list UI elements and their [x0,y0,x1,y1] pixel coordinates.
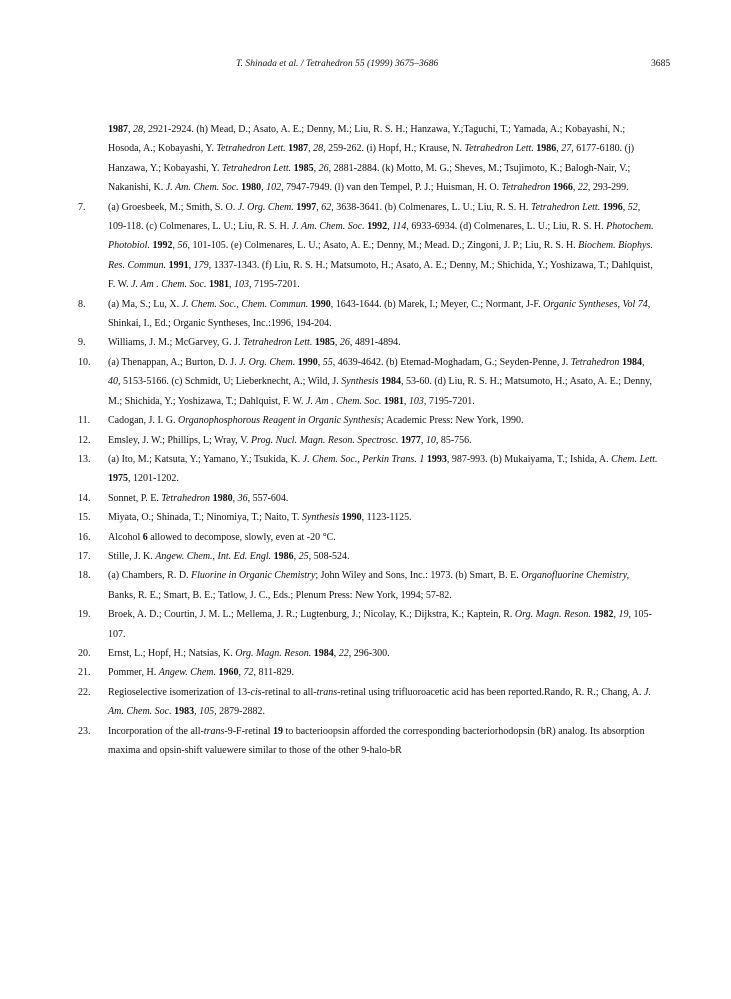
reference-number: 7. [78,201,86,213]
reference-item [78,353,658,411]
reference-item [78,528,658,547]
reference-number: 22. [78,686,91,698]
reference-number: 15. [78,512,91,524]
reference-number: 8. [78,298,86,310]
reference-text: Cadogan, J. I. G. Organophosphorous Reagent in Organic Synthesis; Academic Press: New York, 1990. [108,415,524,427]
reference-item [78,431,658,450]
reference-number: 14. [78,492,91,504]
reference-item [78,547,658,566]
reference-item [78,333,658,352]
reference-item [78,198,658,295]
reference-text: (a) Ma, S.; Lu, X. J. Chem. Soc., Chem. Commun. 1990, 1643-1644. (b) Marek, I.; Meyer, C.; Normant, J-F. Organic Syntheses, Vol 74, Shinkai, I., Ed.; Organic Syntheses, Inc.:1996, 194-204. [108,298,651,330]
reference-item [78,644,658,663]
reference-item [78,683,658,722]
running-head: T. Shinada et al. / Tetrahedron 55 (1999) 3675–3686 [236,58,439,69]
reference-list [78,120,658,760]
reference-text: Alcohol 6 allowed to decompose, slowly, even at -20 °C. [108,531,336,543]
reference-text: (a) Ito, M.; Katsuta, Y.; Yamano, Y.; Tsukida, K. J. Chem. Soc., Perkin Trans. 1 1993, 987-993. (b) Mukaiyama, T.; Ishida, A. Chem. Lett. 1975, 1201-1202. [108,453,658,485]
reference-text: 1987, 28, 2921-2924. (h) Mead, D.; Asato, A. E.; Denny, M.; Liu, R. S. H.; Hanzawa, Y.;Taguchi, T.; Yamada, A.; Kobayashi, N.; Hosoda, A.; Kobayashi, Y. Tetrahedron Lett. 1987, 28, 259-262. (i) Hopf, H.; Krause, N. Tetrahedron Lett. 1986, 27, 6177-6180. (j) Hanzawa, Y.; Kobayashi, Y. Tetrahedron Lett. 1985, 26, 2881-2884. (k) Motto, M. G.; Sheves, M.; Tsujimoto, K.; Balogh-Nair, V.; Nakanishi, K. J. Am. Chem. Soc. 1980, 102, 7947-7949. (l) van den Tempel, P. J.; Huisman, H. O. Tetrahedron 1966, 22, 293-299. [108,124,635,194]
reference-text: Sonnet, P. E. Tetrahedron 1980, 36, 557-604. [108,492,289,504]
reference-number: 16. [78,531,91,543]
reference-item [78,489,658,508]
reference-number: 23. [78,725,91,737]
reference-text: Broek, A. D.; Courtin, J. M. L.; Mellema, J. R.; Lugtenburg, J.; Nicolay, K.; Dijkstra, K.; Kaptein, R. Org. Magn. Reson. 1982, 19, 105-107. [108,609,652,640]
reference-number: 20. [78,647,91,659]
reference-item [78,663,658,682]
reference-text: Miyata, O.; Shinada, T.; Ninomiya, T.; Naito, T. Synthesis 1990, 1123-1125. [108,512,412,524]
reference-item [78,295,658,334]
reference-text: Williams, J. M.; McGarvey, G. J. Tetrahedron Lett. 1985, 26, 4891-4894. [108,337,401,349]
reference-number: 9. [78,337,86,349]
reference-text: Stille, J. K. Angew. Chem., Int. Ed. Engl. 1986, 25, 508-524. [108,550,350,562]
reference-item [78,722,658,761]
page-header [0,58,731,74]
reference-item [78,605,658,644]
reference-item [78,120,658,198]
reference-item [78,450,658,489]
reference-item [78,508,658,527]
reference-text: (a) Groesbeek, M.; Smith, S. O. J. Org. Chem. 1997, 62, 3638-3641. (b) Colmenares, L. U.; Liu, R. S. H. Tetrahedron Lett. 1996, 52, 109-118. (c) Colmenares, L. U.; Liu, R. S. H. J. Am. Chem. Soc. 1992, 114, 6933-6934. (d) Colmenares, L. U.; Liu, R. S. H. Photochem. Photobiol. 1992, 56, 101-105. (e) Colmenares, L. U.; Asato, A. E.; Denny, M.; Mead. D.; Zingoni, J. P.; Liu, R. S. H. Biochem. Biophys. Res. Commun. 1991, 179, 1337-1343. (f) Liu, R. S. H.; Matsumoto, H.; Asato, A. E.; Denny, M.; Shichida, Y.; Yoshizawa, T.; Dahlquist, F. W. J. Am . Chem. Soc. 1981, 103, 7195-7201. [108,201,654,291]
reference-text: (a) Thenappan, A.; Burton, D. J. J. Org. Chem. 1990, 55, 4639-4642. (b) Etemad-Moghadam, G.; Seyden-Penne, J. Tetrahedron 1984, 40, 5153-5166. (c) Schmidt, U; Lieberknecht, A.; Wild, J. Synthesis 1984, 53-60. (d) Liu, R. S. H.; Matsumoto, H.; Asato, A. E.; Denny, M.; Shichida, Y.; Yoshizawa, T.; Dahlquist, F. W. J. Am . Chem. Soc. 1981, 103, 7195-7201. [108,356,653,407]
reference-item [78,411,658,430]
reference-number: 12. [78,434,91,446]
reference-item [78,566,658,605]
reference-number: 17. [78,550,91,562]
reference-text: Pommer, H. Angew. Chem. 1960, 72, 811-829. [108,667,294,679]
reference-number: 11. [78,415,91,427]
reference-text: (a) Chambers, R. D. Fluorine in Organic Chemistry; John Wiley and Sons, Inc.: 1973. (b) Smart, B. E. Organofluorine Chemistry, Banks, R. E.; Smart, B. E.; Tatlow, J. C., Eds.; Plenum Press: New York, 1994; 57-82. [108,570,630,601]
reference-number: 19. [78,609,91,621]
reference-number: 18. [78,570,91,582]
reference-text: Incorporation of the all-trans-9-F-retinal 19 to bacterioopsin afforded the corresponding bacteriorhodopsin (bR) analog. Its absorption maxima and opsin-shift valuewere similar to those of the other 9-halo-bR [108,725,645,756]
reference-number: 21. [78,667,91,679]
reference-number: 10. [78,356,91,368]
reference-text: Emsley, J. W.; Phillips, L; Wray, V. Prog. Nucl. Magn. Reson. Spectrosc. 1977, 10, 85-756. [108,434,472,446]
reference-number: 13. [78,453,91,465]
reference-text: Ernst, L.; Hopf, H.; Natsias, K. Org. Magn. Reson. 1984, 22, 296-300. [108,647,390,659]
page-number: 3685 [651,58,671,69]
reference-text: Regioselective isomerization of 13-cis-retinal to all-trans-retinal using trifluoroacetic acid has been reported.Rando, R. R.; Chang, A. J. Am. Chem. Soc. 1983, 105, 2879-2882. [108,686,651,718]
